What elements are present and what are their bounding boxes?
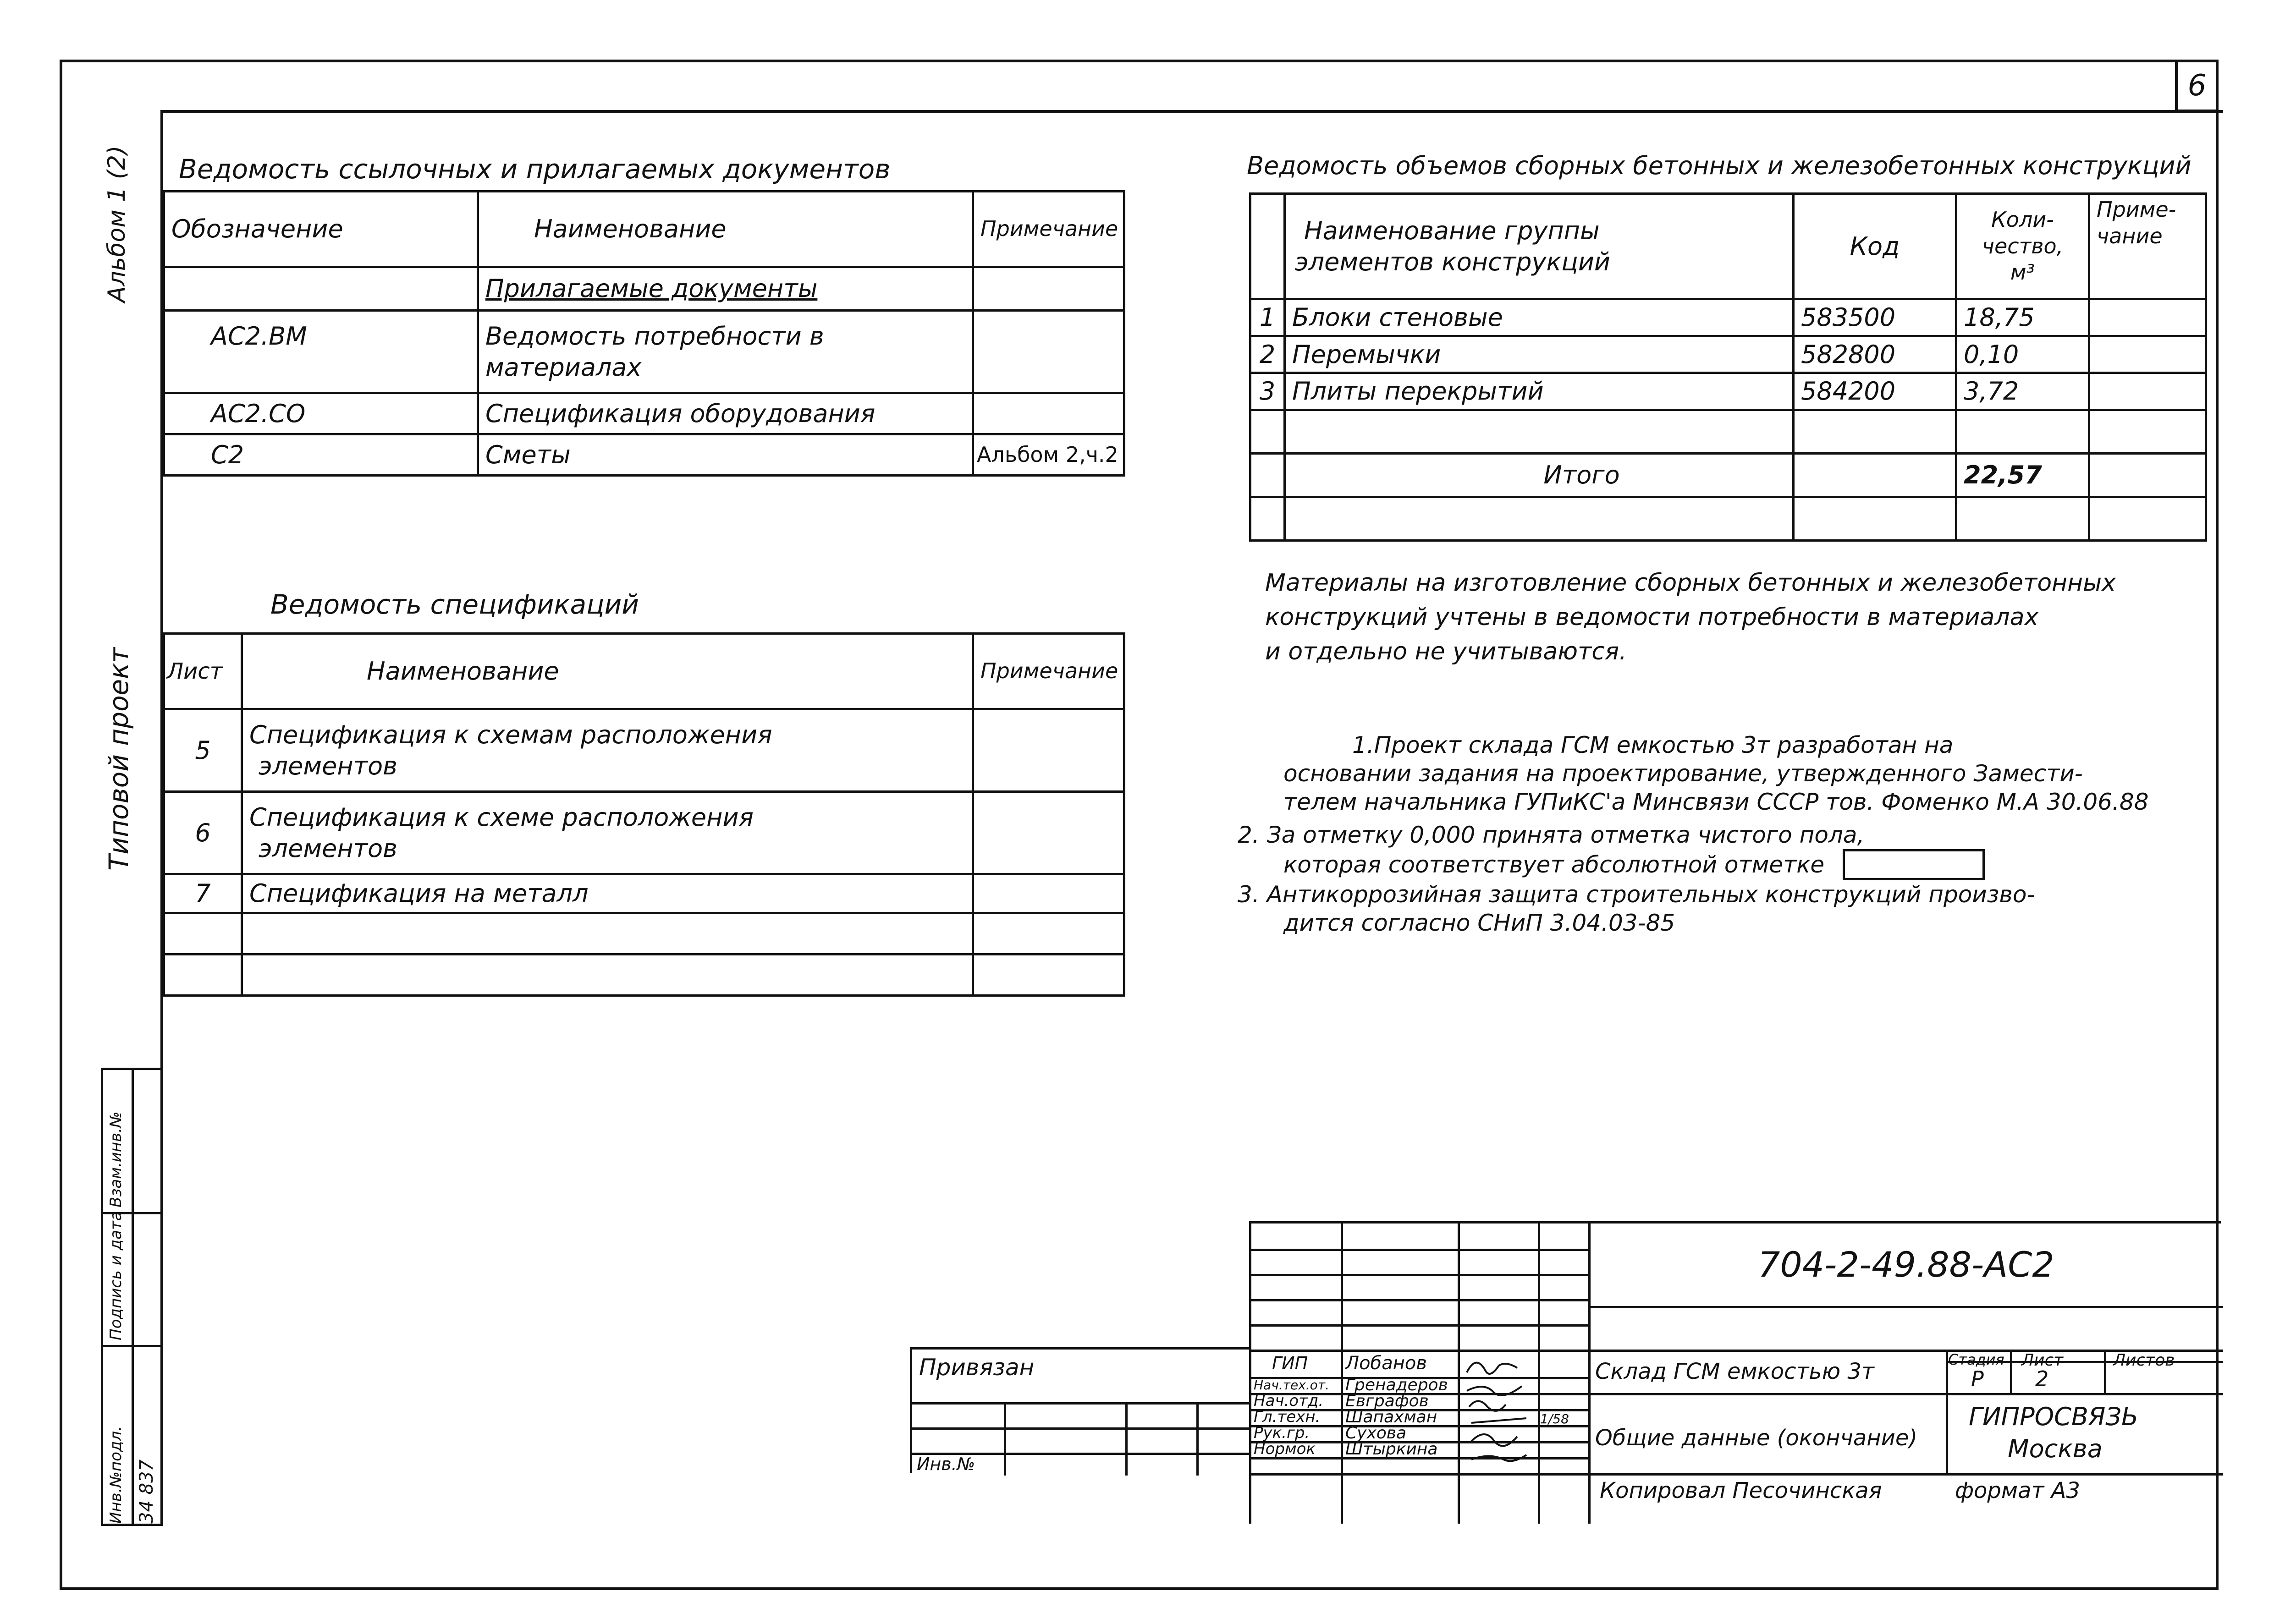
stamp-role: Нач.отд.	[1254, 1392, 1324, 1410]
inv-podl-label: Инв.№подл.	[107, 1426, 125, 1524]
stamp-name: Штыркина	[1345, 1440, 1438, 1457]
refs-row-name: Ведомость потребности в материалах	[478, 311, 973, 393]
stamp-code: 704-2-49.88-АС2	[1758, 1244, 2054, 1285]
stamp-name: Лобанов	[1345, 1353, 1427, 1374]
album-label: Альбом 1 (2)	[103, 145, 131, 302]
sheet-number-box	[2175, 62, 2216, 112]
stamp-sheet: 2	[2035, 1366, 2049, 1391]
volumes-row-code: 582800	[1794, 336, 1956, 373]
specs-title: Ведомость спецификаций	[270, 589, 639, 620]
specs-row-name: Спецификация к схеме расположения элементов	[242, 792, 973, 874]
volumes-row-name: Блоки стеновые	[1285, 299, 1794, 336]
refs-row-name: Сметы	[478, 434, 973, 476]
specs-row-name: Спецификация к схемам расположения элементов	[242, 709, 973, 792]
volumes-row-qty: 3,72	[1956, 373, 2089, 410]
refs-row-name: Прилагаемые документы	[478, 267, 973, 311]
stamp-name: Гренадеров	[1345, 1376, 1448, 1394]
materials-note: Материалы на изготовление сборных бетонных и железобетонных конструкций учтены в ведомости потребности в материалах и отдельно не учитываются.	[1265, 569, 2116, 665]
refs-row-code: АС2.СО	[164, 393, 478, 434]
refs-title: Ведомость ссылочных и прилагаемых документов	[179, 154, 891, 185]
stamp-role: Гл.техн.	[1254, 1408, 1321, 1426]
specs-header-sheet: Лист	[164, 634, 242, 709]
stamp-date: 1/58	[1540, 1411, 1569, 1426]
refs-row-code: С2	[164, 434, 478, 476]
stamp-sheet-title: Общие данные (окончание)	[1595, 1425, 1918, 1451]
volumes-header-qty: Коли- чество, м³	[1956, 194, 2089, 299]
inv-podl-value: 34 837	[136, 1459, 157, 1524]
volumes-header-code: Код	[1794, 194, 1956, 299]
volumes-row-n: 3	[1250, 373, 1285, 410]
volumes-header-name: Наименование группы элементов конструкций	[1285, 194, 1794, 299]
sheet-number: 6	[2187, 69, 2207, 103]
privyazan-label: Привязан	[919, 1354, 1035, 1381]
stamp-role: ГИП	[1272, 1353, 1308, 1373]
volumes-row-qty: 0,10	[1956, 336, 2089, 373]
volumes-total-value: 22,57	[1956, 453, 2089, 497]
stamp-city: Москва	[2008, 1434, 2103, 1463]
refs-row-name: Спецификация оборудования	[478, 393, 973, 434]
specs-header-name: Наименование	[242, 634, 973, 709]
refs-header-name: Наименование	[478, 192, 973, 267]
side-stamp	[101, 1068, 163, 1526]
volumes-row-n: 1	[1250, 299, 1285, 336]
refs-row-note: Альбом 2,ч.2	[973, 434, 1124, 476]
refs-table	[163, 190, 1125, 477]
stamp-role: Нач.тех.от.	[1254, 1377, 1330, 1393]
stamp-format: формат А3	[1955, 1478, 2081, 1503]
stamp-org: ГИПРОСВЯЗЬ	[1969, 1402, 2139, 1431]
general-notes: 1.Проект склада ГСМ емкостью 3т разработан на основании задания на проектирование, утвержденного Замести- телем начальника ГУПиКС'а Минсвязи СССР тов. Фоменко М.А 30.06.88 2. За отметку 0,000 принята отметка чистого пола, которая соответствует абсолютной отметке 3. Антикоррозийная защита строительных конструкций произво- дится согласно СНиП 3.04.03-85	[1238, 732, 2149, 936]
stamp-name: Шапахман	[1345, 1408, 1437, 1426]
stamp-stage: Р	[1971, 1366, 1984, 1391]
volumes-row-qty: 18,75	[1956, 299, 2089, 336]
project-label: Типовой проект	[103, 647, 134, 871]
volumes-row-code: 583500	[1794, 299, 1956, 336]
volumes-row-name: Плиты перекрытий	[1285, 373, 1794, 410]
stamp-name: Сухова	[1345, 1424, 1407, 1443]
stamp-stage-label: Стадия	[1948, 1351, 2004, 1368]
specs-row-sheet: 5	[164, 709, 242, 792]
stamp-object: Склад ГСМ емкостью 3т	[1595, 1359, 1874, 1384]
specs-table	[163, 632, 1125, 997]
signatures	[1458, 1350, 1540, 1473]
specs-row-sheet: 7	[164, 874, 242, 913]
stamp-sheets-label: Листов	[2113, 1351, 2175, 1370]
volumes-header-note: Приме- чание	[2089, 194, 2206, 299]
title-block	[1249, 1221, 2221, 1524]
specs-row-sheet: 6	[164, 792, 242, 874]
volumes-table	[1249, 192, 2207, 542]
volumes-row-code: 584200	[1794, 373, 1956, 410]
volumes-total-label: Итого	[1285, 453, 1794, 497]
vzam-label: Взам.инв.№	[107, 1111, 125, 1207]
stamp-sheet-label: Лист	[2021, 1351, 2064, 1370]
abs-mark-box	[1843, 849, 1985, 880]
privyazan-block	[910, 1347, 1249, 1473]
podpis-label: Подпись и дата	[107, 1211, 125, 1340]
stamp-role: Нормок	[1254, 1440, 1316, 1458]
specs-row-name: Спецификация на металл	[242, 874, 973, 913]
volumes-title: Ведомость объемов сборных бетонных и железобетонных конструкций	[1247, 151, 2191, 180]
specs-header-note: Примечание	[973, 634, 1124, 709]
volumes-row-name: Перемычки	[1285, 336, 1794, 373]
refs-row-code: АС2.ВМ	[164, 311, 478, 393]
refs-header-note: Примечание	[973, 192, 1124, 267]
refs-header-code: Обозначение	[164, 192, 478, 267]
stamp-name: Евграфов	[1345, 1392, 1429, 1410]
volumes-row-n: 2	[1250, 336, 1285, 373]
stamp-copied: Копировал Песочинская	[1600, 1478, 1882, 1503]
inv-label: Инв.№	[917, 1454, 975, 1474]
stamp-role: Рук.гр.	[1254, 1424, 1310, 1442]
